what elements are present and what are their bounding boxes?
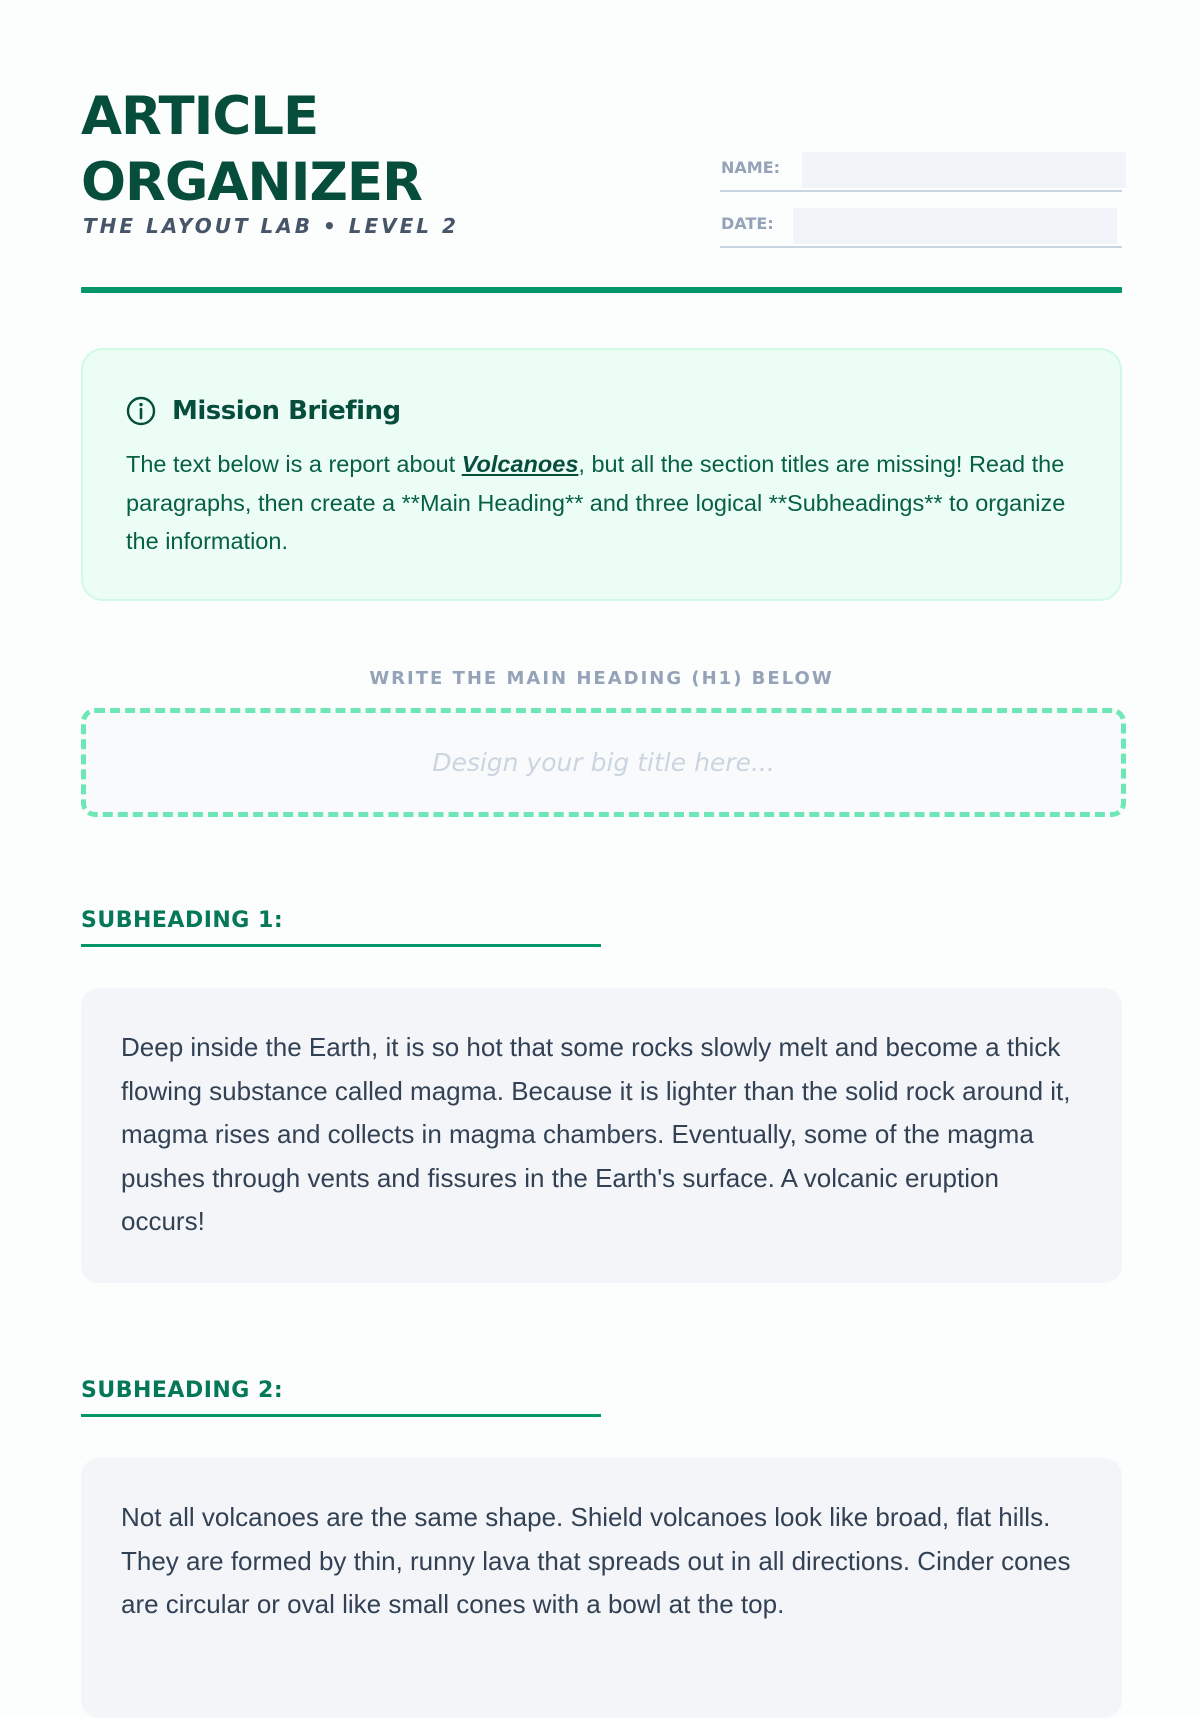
paragraph-1-text: Deep inside the Earth, it is so hot that some rocks slowly melt and become a thick flowing substance called magma. Because it is lighter than the solid rock around it, magma rises and collects in magma chambers. Eventually, some of the magma pushes through vents and fissures in the Earth's surface. A volcanic eruption occurs! (121, 1032, 1071, 1236)
briefing-topic: Volcanoes (461, 451, 579, 477)
name-input[interactable] (802, 152, 1126, 188)
page-subtitle: THE LAYOUT LAB • LEVEL 2 (83, 214, 459, 238)
date-label: DATE: (721, 214, 774, 233)
paragraph-2-text: Not all volcanoes are the same shape. Shield volcanoes look like broad, flat hills. They are formed by thin, runny lava that spreads out in all directions. Cinder cones are circular or oval like small cones with a bowl at the top. (121, 1502, 1071, 1619)
header-divider (81, 287, 1122, 293)
subheading-2-label-row[interactable] (81, 1370, 601, 1417)
briefing-header (126, 394, 401, 428)
worksheet-header (81, 84, 1122, 254)
main-heading-slot[interactable] (81, 708, 1126, 817)
name-label: NAME: (721, 158, 781, 177)
student-fields (720, 150, 1122, 262)
subheading-1-label-row[interactable] (81, 900, 601, 947)
info-icon (126, 396, 156, 426)
subheading-2-label: SUBHEADING 2: (81, 1378, 284, 1403)
subheading-1-label: SUBHEADING 1: (81, 908, 284, 933)
date-input[interactable] (793, 208, 1117, 244)
paragraph-1-box (81, 988, 1122, 1283)
briefing-title: Mission Briefing (172, 396, 401, 426)
paragraph-2-box (81, 1458, 1122, 1718)
name-field-row (720, 150, 1122, 192)
briefing-text-start: The text below is a report about (126, 451, 462, 477)
date-field-row (720, 206, 1122, 248)
mission-briefing-card (81, 348, 1122, 601)
page-title-line-2: ORGANIZER (81, 152, 422, 213)
main-heading-label: WRITE THE MAIN HEADING (H1) BELOW (369, 668, 834, 689)
briefing-text (126, 445, 1086, 561)
briefing-text-end: , but all the section titles are missing! Read the paragraphs, then create a **Main Heading** and three logical **Subheadings** to organize the information. (126, 451, 1066, 554)
main-heading-input[interactable] (152, 747, 1056, 778)
page-title-line-1: ARTICLE (81, 86, 319, 147)
